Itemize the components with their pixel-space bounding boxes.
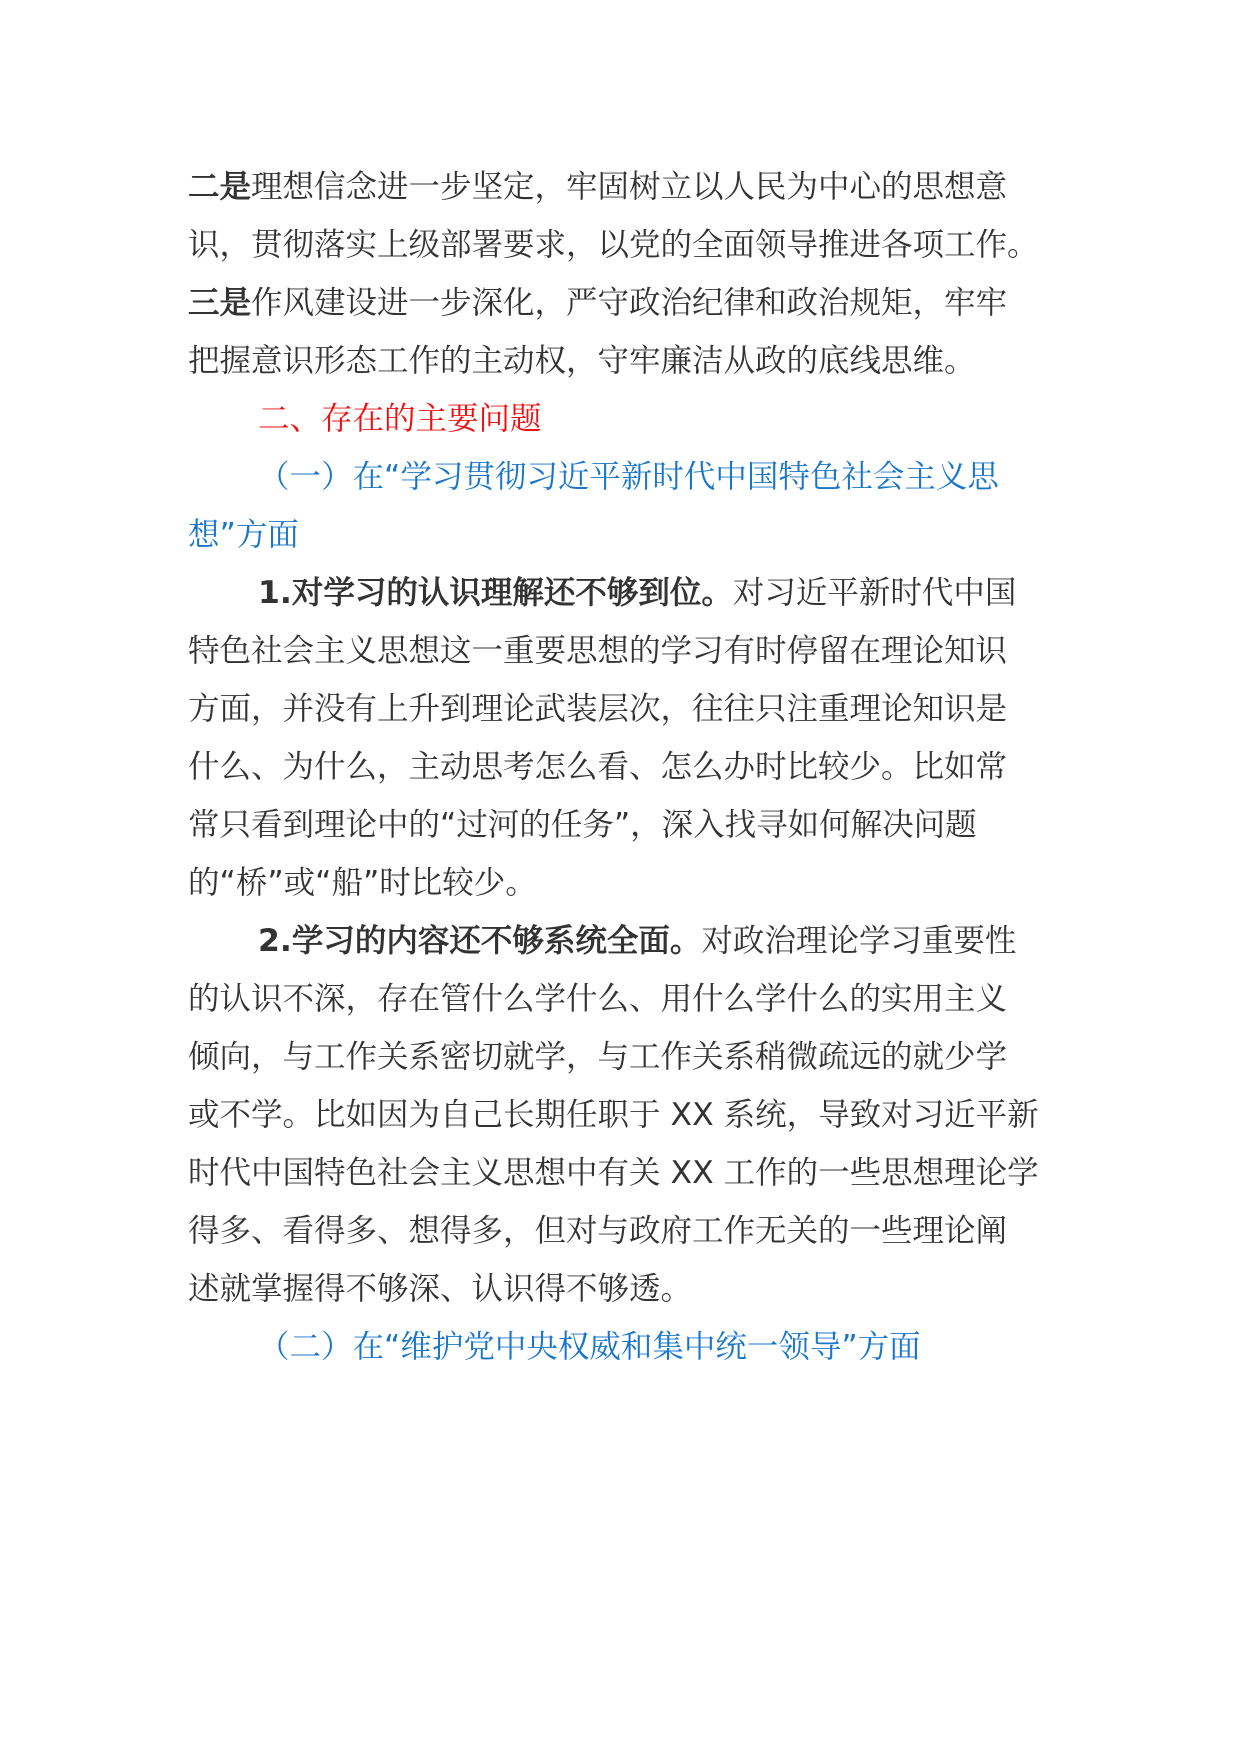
item-first-line (258, 573, 1016, 613)
subsection-heading-continued: 想”方面 (188, 517, 299, 553)
paragraph-line (188, 283, 1007, 323)
text-run: 作风建设进一步深化，严守政治纪律和政治规矩，牢牢 (251, 285, 1008, 321)
paragraph-line: 或不学。比如因为自己长期任职于 XX 系统，导致对习近平新 (188, 1097, 1039, 1133)
subsection-heading: （二）在“维护党中央权威和集中统一领导”方面 (258, 1329, 921, 1365)
paragraph-line: 得多、看得多、想得多，但对与政府工作无关的一些理论阐 (188, 1213, 1008, 1249)
paragraph-line (188, 167, 1007, 207)
paragraph-line: 倾向，与工作关系密切就学，与工作关系稍微疏远的就少学 (188, 1039, 1008, 1075)
paragraph-line: 时代中国特色社会主义思想中有关 XX 工作的一些思想理论学 (188, 1155, 1039, 1191)
paragraph-line: 的“桥”或“船”时比较少。 (188, 865, 537, 901)
paragraph-line: 常只看到理论中的“过河的任务”，深入找寻如何解决问题 (188, 807, 977, 843)
inline-bold-label: 三是 (188, 285, 252, 321)
paragraph-line: 什么、为什么，主动思考怎么看、怎么办时比较少。比如常 (188, 749, 1008, 785)
subsection-heading: （一）在“学习贯彻习近平新时代中国特色社会主义思 (258, 459, 999, 495)
paragraph-line: 把握意识形态工作的主动权，守牢廉洁从政的底线思维。 (188, 343, 976, 379)
section-heading: 二、存在的主要问题 (258, 401, 542, 437)
text-run: 对政治理论学习重要性 (701, 923, 1017, 959)
paragraph-line: 的认识不深，存在管什么学什么、用什么学什么的实用主义 (188, 981, 1008, 1017)
item-first-line (258, 921, 1016, 961)
item-title: 2.学习的内容还不够系统全面。 (258, 923, 702, 959)
text-run: 对习近平新时代中国 (732, 575, 1017, 611)
inline-bold-label: 二是 (188, 169, 252, 205)
item-title: 1.对学习的认识理解还不够到位。 (258, 575, 733, 611)
text-run: 理想信念进一步坚定，牢固树立以人民为中心的思想意 (251, 169, 1008, 205)
paragraph-line: 特色社会主义思想这一重要思想的学习有时停留在理论知识 (188, 633, 1008, 669)
paragraph-line: 方面，并没有上升到理论武装层次，往往只注重理论知识是 (188, 691, 1008, 727)
paragraph-line: 识，贯彻落实上级部署要求，以党的全面领导推进各项工作。 (188, 227, 1039, 263)
paragraph-line: 述就掌握得不够深、认识得不够透。 (188, 1271, 693, 1307)
